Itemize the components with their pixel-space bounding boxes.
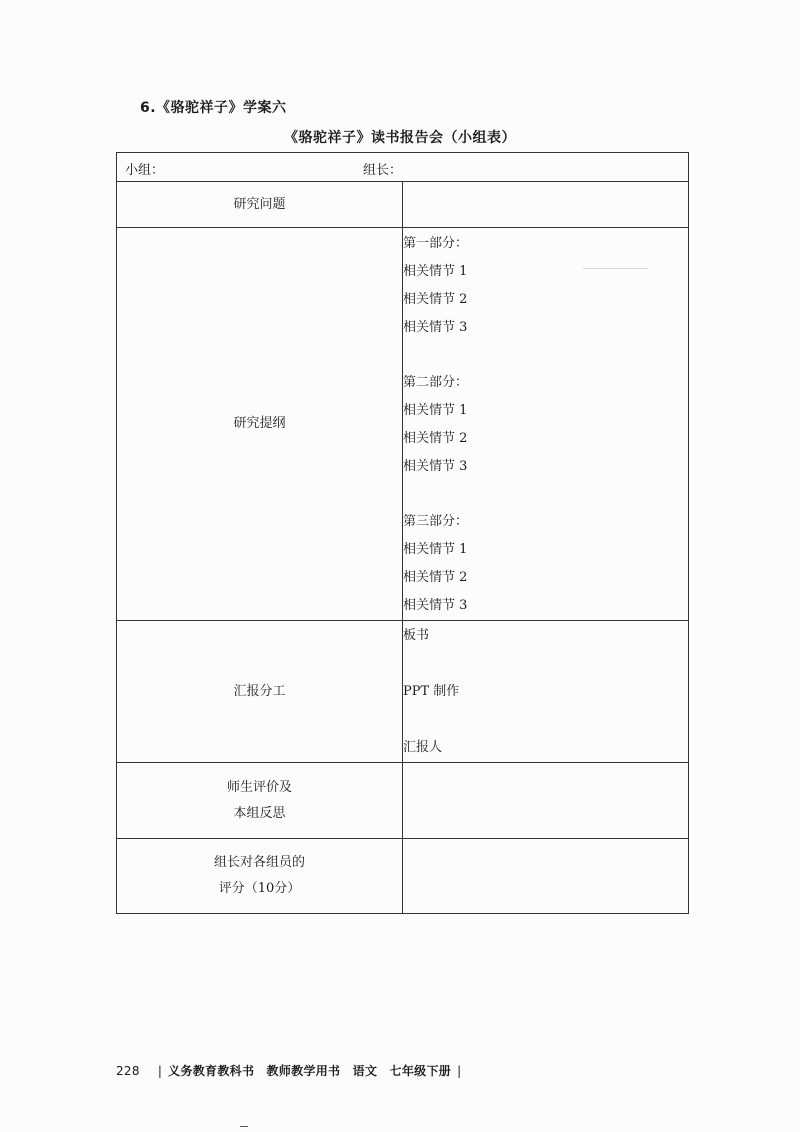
scoring-input-cell[interactable] — [403, 839, 689, 914]
question-row — [117, 182, 689, 228]
book-title: 义务教育教科书 教师教学用书 语文 七年级下册 — [168, 1064, 452, 1078]
task-ppt: PPT 制作 — [403, 684, 460, 699]
scoring-row — [117, 839, 689, 914]
evaluation-label: 师生评价及 本组反思 — [117, 763, 403, 839]
header-row — [117, 153, 689, 182]
evaluation-input-cell[interactable] — [403, 763, 689, 839]
outline-row — [117, 228, 689, 621]
division-label: 汇报分工 — [117, 621, 403, 763]
plot-item: 相关情节 3 — [403, 319, 468, 335]
footer-divider: | — [157, 1064, 163, 1078]
task-presenter: 汇报人 — [403, 740, 443, 755]
question-label: 研究问题 — [117, 182, 403, 228]
footer-divider: | — [457, 1064, 462, 1078]
division-input-cell[interactable] — [403, 621, 689, 763]
outline-label: 研究提纲 — [117, 228, 403, 621]
division-row — [117, 621, 689, 763]
header-cell — [117, 153, 689, 182]
group-label: 小组： — [125, 163, 165, 178]
part-title: 第一部分： — [403, 235, 469, 251]
plot-item: 相关情节 2 — [403, 291, 468, 307]
evaluation-row — [117, 763, 689, 839]
plot-item: 相关情节 2 — [403, 569, 468, 585]
leader-label: 组长： — [363, 163, 403, 178]
scan-artifact — [240, 1126, 248, 1127]
task-board: 板书 — [403, 628, 430, 643]
part-title: 第二部分： — [403, 374, 469, 390]
plot-item: 相关情节 2 — [403, 430, 468, 446]
page-number: 228 — [116, 1064, 140, 1078]
part-title: 第三部分： — [403, 513, 469, 529]
table-title: 《骆驼祥子》读书报告会（小组表） — [284, 130, 516, 146]
lesson-heading: 6.《骆驼祥子》学案六 — [140, 100, 287, 116]
question-input-cell[interactable] — [403, 182, 689, 228]
plot-item: 相关情节 3 — [403, 458, 468, 474]
plot-item: 相关情节 3 — [403, 597, 468, 613]
plot-item: 相关情节 1 — [403, 541, 468, 557]
scoring-label: 组长对各组员的 评分（10分） — [117, 839, 403, 914]
outline-input-cell[interactable] — [403, 228, 689, 621]
plot-item: 相关情节 1 — [403, 402, 468, 418]
report-form-table — [116, 152, 689, 914]
page-footer — [116, 1062, 467, 1079]
plot-item: 相关情节 1 — [403, 263, 468, 279]
